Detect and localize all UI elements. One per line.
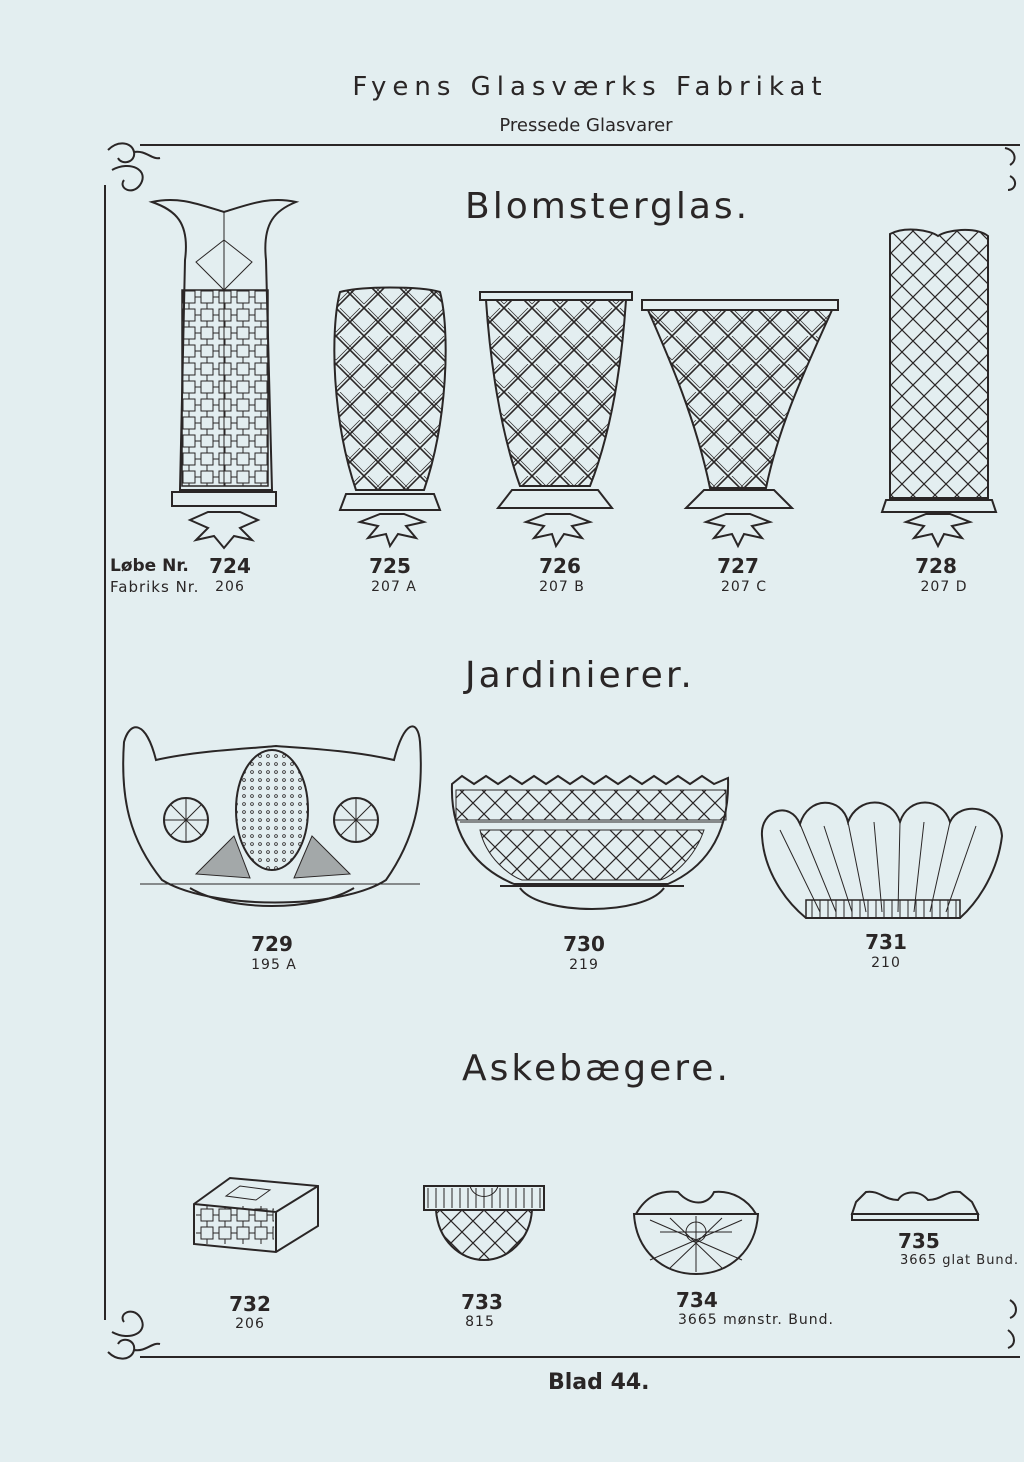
vase-726-illustration <box>480 292 632 546</box>
ashtray-733-illustration <box>424 1186 544 1260</box>
item-number: 730 <box>563 932 605 956</box>
jardiniere-729-illustration <box>123 726 421 906</box>
item-number: 729 <box>251 932 293 956</box>
sheet-number: Blad 44. <box>548 1370 650 1395</box>
section-title-askebaegere: Askebægere. <box>462 1048 731 1089</box>
vase-725-illustration <box>334 288 445 547</box>
item-number: 725 <box>369 554 411 578</box>
item-factory-number: 207 D <box>920 579 968 595</box>
ashtray-734-illustration <box>634 1192 758 1274</box>
item-number: 731 <box>865 930 907 954</box>
jardiniere-731-illustration <box>762 803 1002 919</box>
vase-724-illustration <box>152 200 296 548</box>
page-title: Fyens Glasværks Fabrikat <box>352 72 828 102</box>
item-factory-number: 207 A <box>371 579 417 595</box>
item-factory-number: 207 C <box>721 579 767 595</box>
page-subtitle: Pressede Glasvarer <box>499 115 673 136</box>
item-number: 734 <box>676 1288 718 1312</box>
ashtray-732-illustration <box>194 1178 318 1252</box>
item-factory-number: 195 A <box>251 957 297 973</box>
ashtray-735-illustration <box>852 1192 978 1220</box>
item-factory-number: 210 <box>871 955 901 971</box>
section-title-jardinierer: Jardinierer. <box>465 655 695 696</box>
item-factory-number: 815 <box>465 1314 495 1330</box>
section-title-blomsterglas: Blomsterglas. <box>465 186 751 227</box>
jardiniere-730-illustration <box>452 776 728 909</box>
item-factory-number: 206 <box>235 1316 265 1332</box>
item-number: 732 <box>229 1292 271 1316</box>
item-factory-number: 219 <box>569 957 599 973</box>
item-factory-number: 206 <box>215 579 245 595</box>
item-factory-number: 207 B <box>539 579 585 595</box>
item-number: 724 <box>209 554 251 578</box>
item-number: 726 <box>539 554 581 578</box>
label-loebe-nr: Løbe Nr. <box>110 556 189 576</box>
item-factory-number: 3665 mønstr. Bund. <box>678 1312 834 1328</box>
item-factory-number: 3665 glat Bund. <box>900 1253 1020 1268</box>
item-number: 733 <box>461 1290 503 1314</box>
item-number: 735 <box>898 1229 940 1253</box>
item-number: 727 <box>717 554 759 578</box>
vase-728-illustration <box>882 230 996 546</box>
label-fabriks-nr: Fabriks Nr. <box>110 578 200 596</box>
vase-727-illustration <box>642 300 838 546</box>
item-number: 728 <box>915 554 957 578</box>
